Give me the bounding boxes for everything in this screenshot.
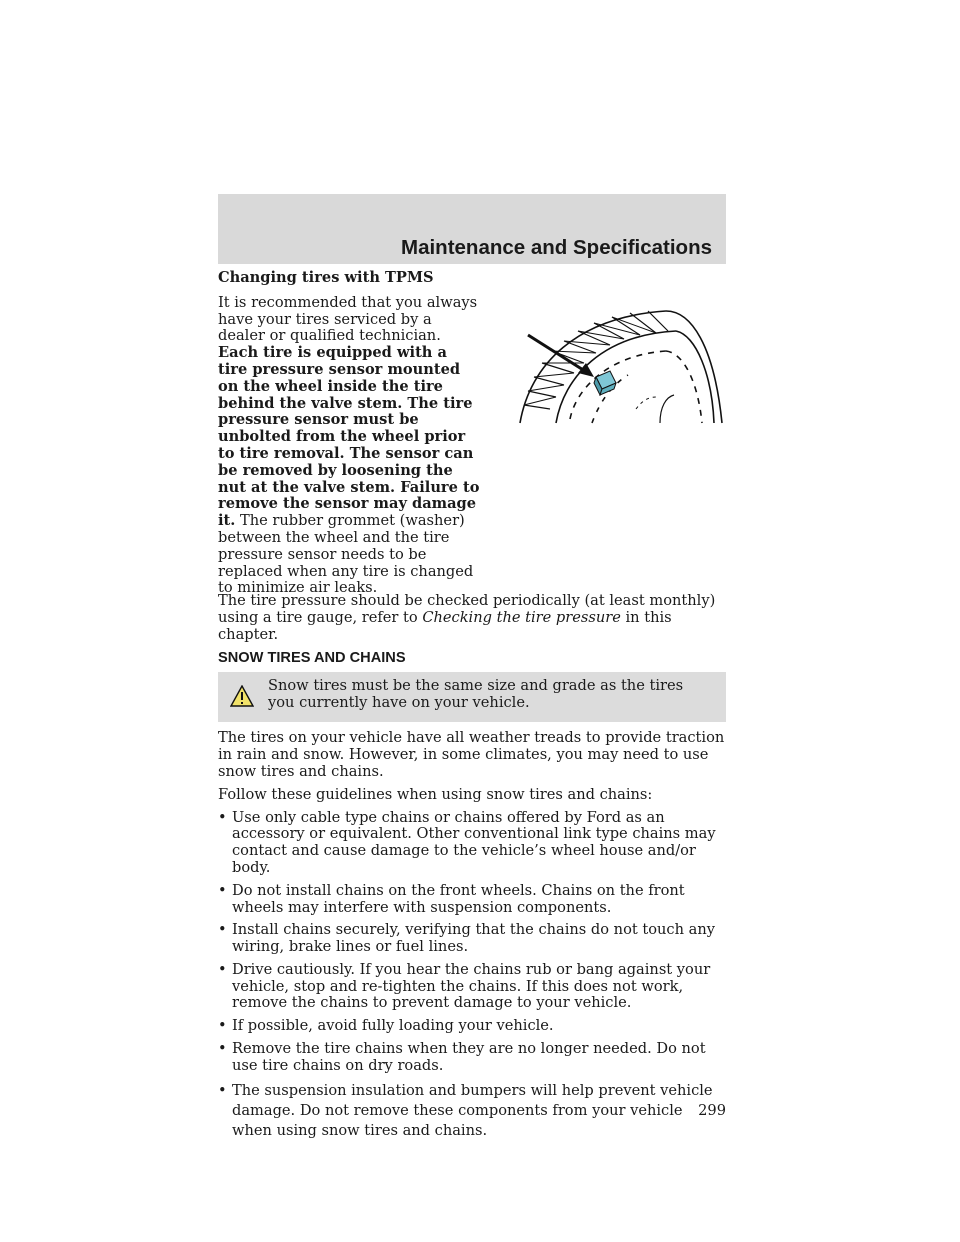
page-number: 299 [698,1102,726,1119]
list-item-text: Install chains securely, verifying that the chains do not touch any wiring, brake lines or fuel lines. [232,921,715,956]
tpms-heading: Changing tires with TPMS [218,269,434,286]
snow-paragraph-1: The tires on your vehicle have all weather treads to provide traction in rain and snow. However, in some climates, you may need to use snow tires and chains. [218,729,725,780]
list-item [218,1081,726,1141]
list-item-text: Use only cable type chains or chains offered by Ford as an accessory or equivalent. Other conventional link type chains may contact and cause damage to the vehicle’s wheel house and/or body. [232,808,716,876]
check-before: The tire pressure should be checked periodically (at least monthly) using a tire gauge, refer to [218,592,716,626]
warning-text: Snow tires must be the same size and grade as the tires you currently have on your vehicle. [268,677,684,712]
sensor-pointer-arrow [528,335,588,373]
warning-box [218,672,726,722]
pressure-sensor-block [594,371,616,395]
check-pressure-paragraph [218,593,726,643]
check-link: Checking the tire pressure [422,608,621,626]
snow-heading: SNOW TIRES AND CHAINS [218,649,406,666]
section-title: Maintenance and Specifications [401,236,712,259]
bullet: • [218,960,227,978]
list-item-text: If possible, avoid fully loading your vehicle. [232,1017,554,1035]
arrow-head [578,363,594,377]
tire-sensor-illustration [516,305,726,427]
list-item-text: Drive cautiously. If you hear the chains rub or bang against your vehicle, stop and re-tighten the chains. If this does not work, remove the chains to prevent damage to your vehicle. [232,960,711,1012]
guidelines-list [218,810,726,1141]
bullet: • [218,808,227,826]
bullet: • [218,1017,227,1035]
tpms-intro [218,295,726,597]
list-item [218,1041,726,1075]
intro-bold: Each tire is equipped with a tire pressure sensor mounted on the wheel inside the tire behind the valve stem. The tire pressure sensor must be unbolted from the wheel prior to tire removal. The sensor can be removed by loosening the nut at the valve stem. Failure to remove the sensor may damage it. [218,344,480,530]
warning-triangle-icon [230,685,254,707]
check-after: in this chapter. [218,608,672,643]
list-item-text: The suspension insulation and bumpers will help prevent vehicle damage. Do not remove these components from your vehicle when using snow tires and chains. [232,1081,713,1139]
list-item [218,962,726,1012]
snow-paragraph-2: Follow these guidelines when using snow tires and chains: [218,785,653,803]
list-item [218,883,726,917]
intro-tail: The rubber grommet (washer) between the wheel and the tire pressure sensor needs to be replaced when any tire is changed to minimize air leaks. [218,512,474,597]
list-item [218,922,726,956]
bullet: • [218,1081,227,1099]
bullet: • [218,1040,227,1058]
tpms-intro-text [218,295,480,597]
bullet: • [218,881,227,899]
list-item [218,1018,726,1035]
bullet: • [218,921,227,939]
list-item-text: Remove the tire chains when they are no longer needed. Do not use tire chains on dry roads. [232,1040,706,1074]
page-content [218,270,726,1147]
list-item-text: Do not install chains on the front wheels. Chains on the front wheels may interfere with suspension components. [232,881,685,916]
intro-plain: It is recommended that you always have your tires serviced by a dealer or qualified technician. [218,293,478,345]
list-item [218,810,726,877]
header-band [218,194,726,264]
